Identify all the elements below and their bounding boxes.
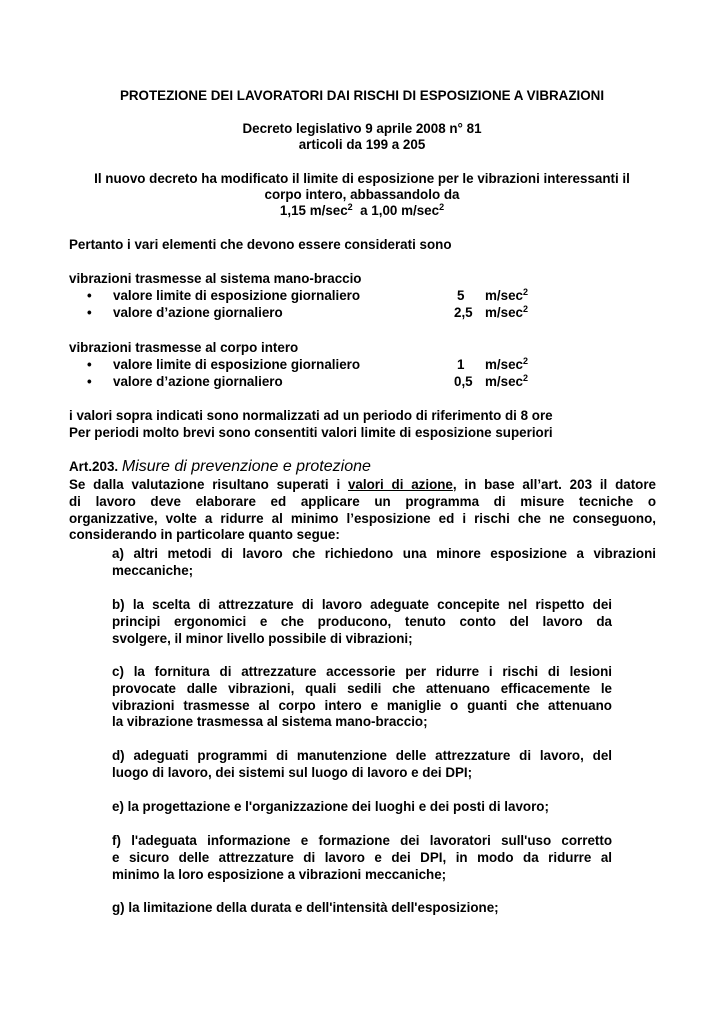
- list-item-label: valore d’azione giornaliero: [113, 305, 283, 320]
- list-item: [87, 305, 283, 322]
- note-line-2: Per periodi molto brevi sono consentiti valori limite di esposizione superiori: [69, 425, 553, 440]
- article-heading: Art.203. Misure di prevenzione e protezione: [69, 458, 371, 475]
- list-item-unit: $m/\sec^2$: [485, 373, 528, 389]
- measure-item-c: c) la fornitura di attrezzature accessorie per ridurre i rischi di lesioni provocate dalle vibrazioni, quali sedili che attenuano efficacemente le vibrazioni trasmesse al corpo intero e maniglie o guanti che attenuano la vibrazione trasmessa al sistema mano-braccio;: [112, 664, 612, 730]
- measure-item-a: a) altri metodi di lavoro che richiedono una minore esposizione a vibrazioni meccaniche;: [112, 546, 656, 578]
- note-line-1: i valori sopra indicati sono normalizzati ad un periodo di riferimento di 8 ore: [69, 408, 553, 423]
- list-item: [87, 288, 360, 305]
- measure-item-d: d) adeguati programmi di manutenzione delle attrezzature di lavoro, del luogo di lavoro, dei sistemi sul luogo di lavoro e dei DPI;: [112, 748, 612, 780]
- intro-value-to: a 1,00 m/sec: [360, 203, 440, 218]
- measure-item-f: f) l'adeguata informazione e formazione dei lavoratori sull'uso corretto e sicuro delle attrezzature di lavoro e dei DPI, in modo da ridurre al minimo la loro esposizione a vibrazioni meccaniche;: [112, 833, 612, 882]
- list-item-label: valore d’azione giornaliero: [113, 374, 283, 389]
- measure-item-e: e) la progettazione e l'organizzazione dei luoghi e dei posti di lavoro;: [112, 799, 549, 814]
- valori-di-azione-link: valori di azione: [347, 477, 453, 492]
- bullet-icon: •: [87, 374, 92, 389]
- list-item: [87, 374, 283, 391]
- list-item-unit: $m/\sec^2$: [485, 304, 528, 320]
- list-item-unit: $m/\sec^2$: [485, 287, 528, 303]
- article-title: Misure di prevenzione e protezione: [121, 458, 371, 475]
- pertanto-line: Pertanto i vari elementi che devono essere considerati sono: [69, 237, 452, 252]
- superscript: 2: [439, 202, 445, 212]
- bullet-icon: •: [87, 357, 92, 372]
- hand-arm-heading: vibrazioni trasmesse al sistema mano-braccio: [69, 271, 362, 286]
- list-item-value: 2,5: [454, 305, 473, 320]
- bullet-icon: •: [87, 288, 92, 303]
- whole-body-heading: vibrazioni trasmesse al corpo intero: [69, 340, 299, 355]
- document-title: PROTEZIONE DEI LAVORATORI DAI RISCHI DI ESPOSIZIONE A VIBRAZIONI: [119, 88, 605, 103]
- measure-item-b: b) la scelta di attrezzature di lavoro adeguate concepite nel rispetto dei principi ergonomici e che producono, tenuto conto del lavoro da svolgere, il minor livello possibile di vibrazioni;: [112, 597, 612, 646]
- list-item-value: 1: [457, 357, 465, 372]
- list-item-value: 0,5: [454, 374, 473, 389]
- list-item-unit: $m/\sec^2$: [485, 356, 528, 372]
- list-item-value: 5: [457, 288, 465, 303]
- intro-line-3: [60, 203, 664, 220]
- list-item-label: valore limite di esposizione giornaliero: [113, 288, 361, 303]
- bullet-icon: •: [87, 305, 92, 320]
- intro-value-from: 1,15 m/sec: [279, 203, 348, 218]
- intro-line-1: Il nuovo decreto ha modificato il limite di esposizione per le vibrazioni interessanti il: [94, 171, 630, 186]
- intro-line-2: corpo intero, abbassandolo da: [264, 187, 460, 202]
- article-paragraph: Se dalla valutazione risultano superati i valori di azione, in base all’art. 203 il datore di lavoro deve elaborare ed applicare un programma di misure tecniche o organizzative, volte a ridurre al minimo l’esposizione ed i rischi che ne conseguono, considerando in particolare quanto segue:: [69, 477, 656, 543]
- decree-line-2: articoli da 199 a 205: [298, 137, 426, 152]
- measure-item-g: g) la limitazione della durata e dell'intensità dell'esposizione;: [112, 900, 499, 915]
- list-item-label: valore limite di esposizione giornaliero: [113, 357, 361, 372]
- list-item: [87, 357, 360, 374]
- decree-line-1: Decreto legislativo 9 aprile 2008 n° 81: [242, 121, 482, 136]
- article-number: Art.203: [69, 459, 115, 474]
- superscript: 2: [347, 202, 353, 212]
